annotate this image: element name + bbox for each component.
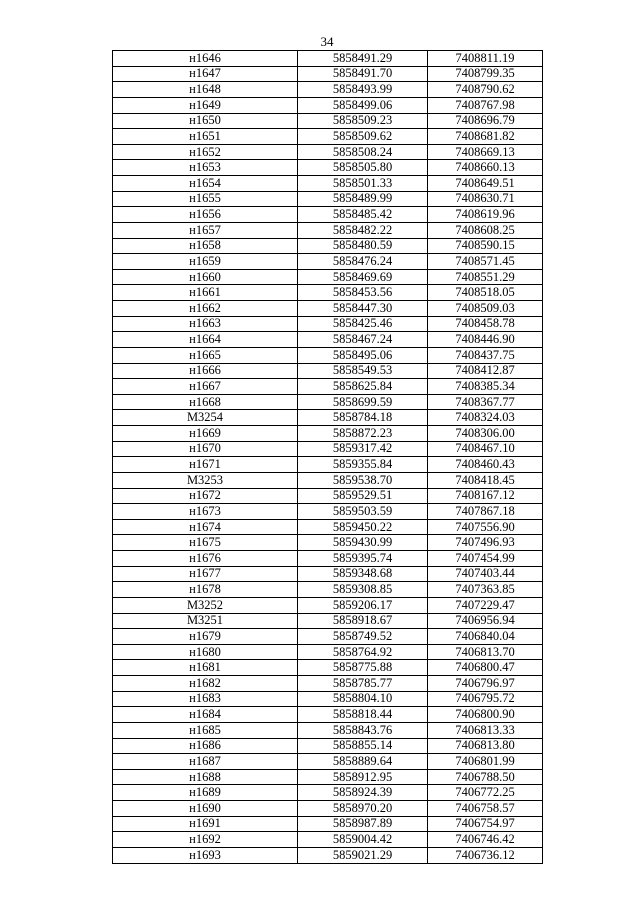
x-coordinate-cell: 5858918.67	[298, 613, 428, 629]
x-coordinate-cell: 5858855.14	[298, 738, 428, 754]
point-id-cell: н1674	[113, 519, 298, 535]
point-id-cell: н1693	[113, 847, 298, 863]
x-coordinate-cell: 5859538.70	[298, 472, 428, 488]
x-coordinate-cell: 5859004.42	[298, 832, 428, 848]
point-id-cell: н1665	[113, 347, 298, 363]
x-coordinate-cell: 5858508.24	[298, 144, 428, 160]
y-coordinate-cell: 7408412.87	[428, 363, 543, 379]
x-coordinate-cell: 5859395.74	[298, 551, 428, 567]
x-coordinate-cell: 5858476.24	[298, 254, 428, 270]
y-coordinate-cell: 7408811.19	[428, 51, 543, 67]
point-id-cell: н1668	[113, 394, 298, 410]
x-coordinate-cell: 5858625.84	[298, 379, 428, 395]
point-id-cell: н1689	[113, 785, 298, 801]
y-coordinate-cell: 7408551.29	[428, 269, 543, 285]
point-id-cell: н1676	[113, 551, 298, 567]
x-coordinate-cell: 5858491.29	[298, 51, 428, 67]
x-coordinate-cell: 5858425.46	[298, 316, 428, 332]
x-coordinate-cell: 5858784.18	[298, 410, 428, 426]
x-coordinate-cell: 5858804.10	[298, 691, 428, 707]
table-row	[113, 113, 543, 129]
y-coordinate-cell: 7408696.79	[428, 113, 543, 129]
point-id-cell: н1660	[113, 269, 298, 285]
table-row	[113, 707, 543, 723]
table-row	[113, 207, 543, 223]
x-coordinate-cell: 5859206.17	[298, 597, 428, 613]
x-coordinate-cell: 5858493.99	[298, 82, 428, 98]
x-coordinate-cell: 5858501.33	[298, 176, 428, 192]
table-row	[113, 51, 543, 67]
x-coordinate-cell: 5858505.80	[298, 160, 428, 176]
point-id-cell: н1688	[113, 769, 298, 785]
x-coordinate-cell: 5858453.56	[298, 285, 428, 301]
y-coordinate-cell: 7408608.25	[428, 222, 543, 238]
y-coordinate-cell: 7407229.47	[428, 597, 543, 613]
y-coordinate-cell: 7408799.35	[428, 66, 543, 82]
x-coordinate-cell: 5858785.77	[298, 676, 428, 692]
table-row	[113, 551, 543, 567]
x-coordinate-cell: 5858447.30	[298, 301, 428, 317]
x-coordinate-cell: 5859503.59	[298, 504, 428, 520]
y-coordinate-cell: 7408571.45	[428, 254, 543, 270]
point-id-cell: н1680	[113, 644, 298, 660]
table-row	[113, 691, 543, 707]
point-id-cell: н1653	[113, 160, 298, 176]
x-coordinate-cell: 5859450.22	[298, 519, 428, 535]
y-coordinate-cell: 7407403.44	[428, 566, 543, 582]
point-id-cell: н1646	[113, 51, 298, 67]
y-coordinate-cell: 7408790.62	[428, 82, 543, 98]
point-id-cell: н1655	[113, 191, 298, 207]
point-id-cell: М3254	[113, 410, 298, 426]
table-row	[113, 191, 543, 207]
x-coordinate-cell: 5858489.99	[298, 191, 428, 207]
table-row	[113, 301, 543, 317]
table-row	[113, 176, 543, 192]
table-row	[113, 129, 543, 145]
x-coordinate-cell: 5858699.59	[298, 394, 428, 410]
point-id-cell: н1673	[113, 504, 298, 520]
x-coordinate-cell: 5858485.42	[298, 207, 428, 223]
table-row	[113, 535, 543, 551]
table-row	[113, 379, 543, 395]
coordinates-table	[112, 50, 543, 864]
table-row	[113, 832, 543, 848]
x-coordinate-cell: 5858924.39	[298, 785, 428, 801]
point-id-cell: н1658	[113, 238, 298, 254]
point-id-cell: н1666	[113, 363, 298, 379]
point-id-cell: н1662	[113, 301, 298, 317]
point-id-cell: н1672	[113, 488, 298, 504]
x-coordinate-cell: 5858775.88	[298, 660, 428, 676]
point-id-cell: н1656	[113, 207, 298, 223]
point-id-cell: н1692	[113, 832, 298, 848]
table-row	[113, 285, 543, 301]
y-coordinate-cell: 7406840.04	[428, 629, 543, 645]
y-coordinate-cell: 7408590.15	[428, 238, 543, 254]
table-row	[113, 676, 543, 692]
point-id-cell: н1651	[113, 129, 298, 145]
table-row	[113, 519, 543, 535]
table-row	[113, 363, 543, 379]
y-coordinate-cell: 7408446.90	[428, 332, 543, 348]
point-id-cell: М3252	[113, 597, 298, 613]
x-coordinate-cell: 5859529.51	[298, 488, 428, 504]
x-coordinate-cell: 5858509.23	[298, 113, 428, 129]
x-coordinate-cell: 5858912.95	[298, 769, 428, 785]
table-row	[113, 566, 543, 582]
table-row	[113, 582, 543, 598]
y-coordinate-cell: 7406813.70	[428, 644, 543, 660]
table-row	[113, 801, 543, 817]
point-id-cell: н1691	[113, 816, 298, 832]
x-coordinate-cell: 5858480.59	[298, 238, 428, 254]
table-row	[113, 660, 543, 676]
table-row	[113, 597, 543, 613]
point-id-cell: н1681	[113, 660, 298, 676]
y-coordinate-cell: 7406746.42	[428, 832, 543, 848]
y-coordinate-cell: 7407496.93	[428, 535, 543, 551]
y-coordinate-cell: 7406754.97	[428, 816, 543, 832]
table-row	[113, 644, 543, 660]
y-coordinate-cell: 7407363.85	[428, 582, 543, 598]
table-row	[113, 816, 543, 832]
y-coordinate-cell: 7408418.45	[428, 472, 543, 488]
x-coordinate-cell: 5858889.64	[298, 754, 428, 770]
y-coordinate-cell: 7407556.90	[428, 519, 543, 535]
point-id-cell: н1679	[113, 629, 298, 645]
x-coordinate-cell: 5858970.20	[298, 801, 428, 817]
point-id-cell: н1669	[113, 426, 298, 442]
y-coordinate-cell: 7406801.99	[428, 754, 543, 770]
x-coordinate-cell: 5859021.29	[298, 847, 428, 863]
y-coordinate-cell: 7406813.80	[428, 738, 543, 754]
table-row	[113, 82, 543, 98]
table-row	[113, 426, 543, 442]
y-coordinate-cell: 7408767.98	[428, 97, 543, 113]
x-coordinate-cell: 5858509.62	[298, 129, 428, 145]
y-coordinate-cell: 7406800.47	[428, 660, 543, 676]
x-coordinate-cell: 5858467.24	[298, 332, 428, 348]
x-coordinate-cell: 5859430.99	[298, 535, 428, 551]
point-id-cell: н1683	[113, 691, 298, 707]
table-row	[113, 394, 543, 410]
y-coordinate-cell: 7408167.12	[428, 488, 543, 504]
point-id-cell: н1671	[113, 457, 298, 473]
y-coordinate-cell: 7407867.18	[428, 504, 543, 520]
x-coordinate-cell: 5858749.52	[298, 629, 428, 645]
x-coordinate-cell: 5858764.92	[298, 644, 428, 660]
y-coordinate-cell: 7407454.99	[428, 551, 543, 567]
point-id-cell: н1687	[113, 754, 298, 770]
table-row	[113, 332, 543, 348]
point-id-cell: н1654	[113, 176, 298, 192]
page-number: 34	[320, 34, 334, 49]
x-coordinate-cell: 5858843.76	[298, 722, 428, 738]
point-id-cell: н1661	[113, 285, 298, 301]
y-coordinate-cell: 7406736.12	[428, 847, 543, 863]
table-row	[113, 504, 543, 520]
x-coordinate-cell: 5858549.53	[298, 363, 428, 379]
table-row	[113, 738, 543, 754]
table-row	[113, 410, 543, 426]
point-id-cell: н1650	[113, 113, 298, 129]
table-row	[113, 254, 543, 270]
point-id-cell: н1690	[113, 801, 298, 817]
table-row	[113, 222, 543, 238]
x-coordinate-cell: 5858872.23	[298, 426, 428, 442]
point-id-cell: н1686	[113, 738, 298, 754]
y-coordinate-cell: 7406813.33	[428, 722, 543, 738]
table-row	[113, 722, 543, 738]
point-id-cell: н1678	[113, 582, 298, 598]
x-coordinate-cell: 5858818.44	[298, 707, 428, 723]
y-coordinate-cell: 7408630.71	[428, 191, 543, 207]
y-coordinate-cell: 7406796.97	[428, 676, 543, 692]
table-row	[113, 160, 543, 176]
point-id-cell: М3251	[113, 613, 298, 629]
table-row	[113, 238, 543, 254]
y-coordinate-cell: 7408367.77	[428, 394, 543, 410]
table-row	[113, 785, 543, 801]
y-coordinate-cell: 7408518.05	[428, 285, 543, 301]
y-coordinate-cell: 7408649.51	[428, 176, 543, 192]
point-id-cell: н1663	[113, 316, 298, 332]
table-row	[113, 97, 543, 113]
point-id-cell: н1659	[113, 254, 298, 270]
point-id-cell: М3253	[113, 472, 298, 488]
x-coordinate-cell: 5859348.68	[298, 566, 428, 582]
x-coordinate-cell: 5858987.89	[298, 816, 428, 832]
x-coordinate-cell: 5859355.84	[298, 457, 428, 473]
y-coordinate-cell: 7406758.57	[428, 801, 543, 817]
table-row	[113, 613, 543, 629]
table-row	[113, 66, 543, 82]
point-id-cell: н1657	[113, 222, 298, 238]
point-id-cell: н1685	[113, 722, 298, 738]
point-id-cell: н1682	[113, 676, 298, 692]
point-id-cell: н1670	[113, 441, 298, 457]
y-coordinate-cell: 7408467.10	[428, 441, 543, 457]
coordinates-table-body	[113, 51, 543, 864]
table-row	[113, 629, 543, 645]
x-coordinate-cell: 5859308.85	[298, 582, 428, 598]
table-row	[113, 144, 543, 160]
table-row	[113, 472, 543, 488]
x-coordinate-cell: 5858469.69	[298, 269, 428, 285]
point-id-cell: н1677	[113, 566, 298, 582]
point-id-cell: н1649	[113, 97, 298, 113]
table-row	[113, 847, 543, 863]
y-coordinate-cell: 7408509.03	[428, 301, 543, 317]
point-id-cell: н1667	[113, 379, 298, 395]
y-coordinate-cell: 7408385.34	[428, 379, 543, 395]
x-coordinate-cell: 5858482.22	[298, 222, 428, 238]
table-row	[113, 457, 543, 473]
table-row	[113, 347, 543, 363]
point-id-cell: н1684	[113, 707, 298, 723]
y-coordinate-cell: 7408458.78	[428, 316, 543, 332]
y-coordinate-cell: 7408681.82	[428, 129, 543, 145]
point-id-cell: н1652	[113, 144, 298, 160]
y-coordinate-cell: 7406795.72	[428, 691, 543, 707]
table-row	[113, 441, 543, 457]
table-row	[113, 488, 543, 504]
y-coordinate-cell: 7408324.03	[428, 410, 543, 426]
y-coordinate-cell: 7408660.13	[428, 160, 543, 176]
y-coordinate-cell: 7408437.75	[428, 347, 543, 363]
table-row	[113, 269, 543, 285]
y-coordinate-cell: 7408619.96	[428, 207, 543, 223]
table-row	[113, 769, 543, 785]
y-coordinate-cell: 7406956.94	[428, 613, 543, 629]
x-coordinate-cell: 5859317.42	[298, 441, 428, 457]
point-id-cell: н1647	[113, 66, 298, 82]
x-coordinate-cell: 5858491.70	[298, 66, 428, 82]
table-row	[113, 754, 543, 770]
point-id-cell: н1675	[113, 535, 298, 551]
x-coordinate-cell: 5858495.06	[298, 347, 428, 363]
x-coordinate-cell: 5858499.06	[298, 97, 428, 113]
point-id-cell: н1664	[113, 332, 298, 348]
y-coordinate-cell: 7408306.00	[428, 426, 543, 442]
y-coordinate-cell: 7408460.43	[428, 457, 543, 473]
table-row	[113, 316, 543, 332]
y-coordinate-cell: 7406800.90	[428, 707, 543, 723]
y-coordinate-cell: 7408669.13	[428, 144, 543, 160]
point-id-cell: н1648	[113, 82, 298, 98]
y-coordinate-cell: 7406788.50	[428, 769, 543, 785]
y-coordinate-cell: 7406772.25	[428, 785, 543, 801]
